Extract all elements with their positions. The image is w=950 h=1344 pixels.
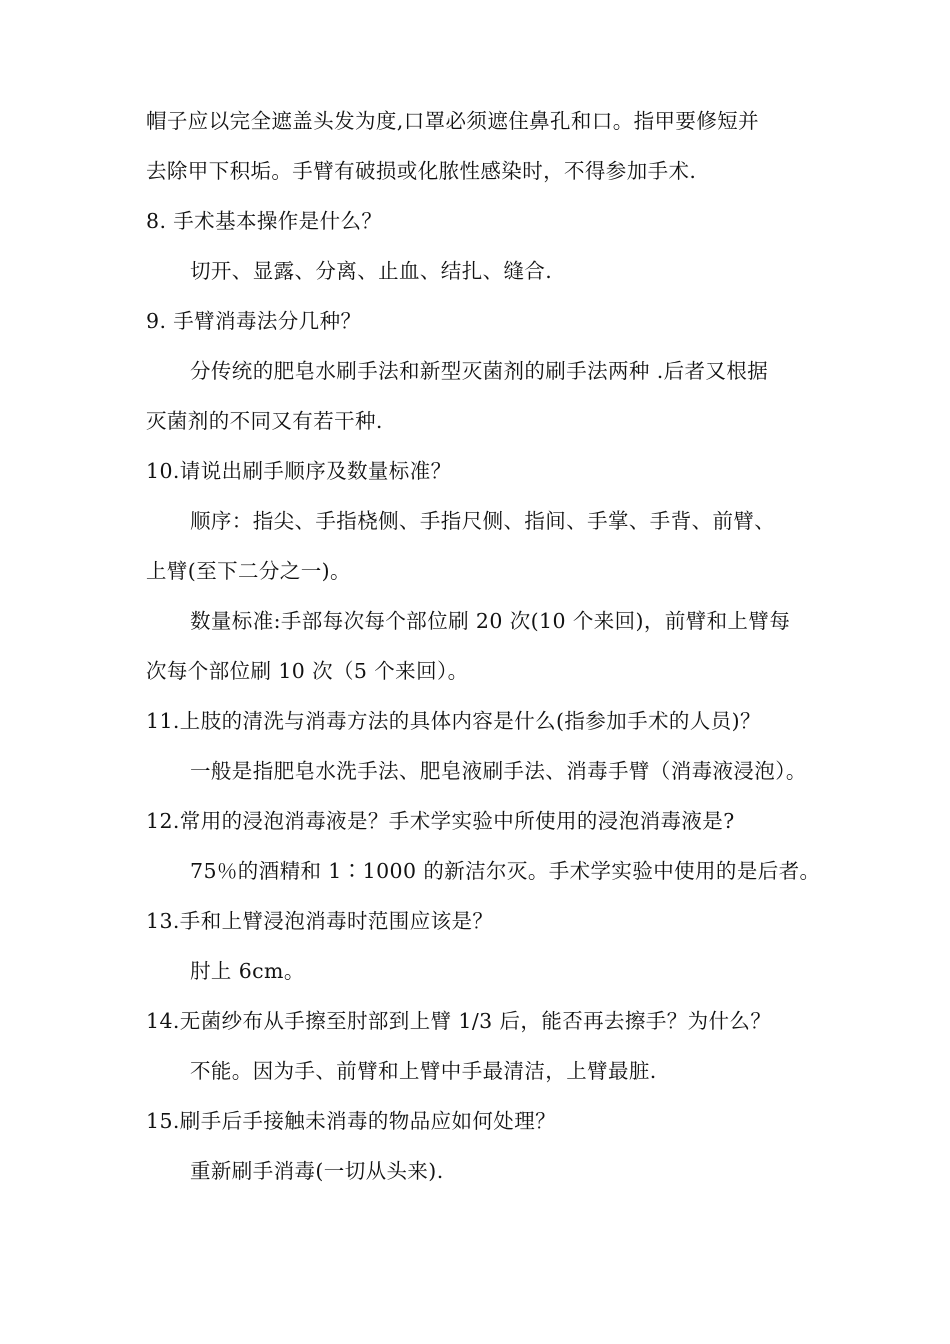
question-heading: 9. 手臂消毒法分几种？ [146, 309, 362, 333]
answer-text: 重新刷手消毒(一切从头来). [190, 1159, 444, 1183]
answer-text: 一般是指肥皂水洗手法、肥皂液刷手法、消毒手臂（消毒液浸泡）。 [190, 759, 807, 783]
answer-text: 数量标准:手部每次每个部位刷 20 次(10 个来回)，前臂和上臂每 [190, 609, 791, 633]
body-text-line: 帽子应以完全遮盖头发为度,口罩必须遮住鼻孔和口。指甲要修短并 [146, 109, 760, 133]
answer-text: 上臂(至下二分之一)。 [146, 559, 351, 583]
question-heading: 11.上肢的清洗与消毒方法的具体内容是什么(指参加手术的人员)？ [146, 709, 761, 733]
answer-text: 次每个部位刷 10 次（5 个来回）。 [146, 659, 469, 683]
answer-text: 不能。因为手、前臂和上臂中手最清洁，上臂最脏. [190, 1059, 657, 1083]
answer-text: 分传统的肥皂水刷手法和新型灭菌剂的刷手法两种 .后者又根据 [190, 359, 769, 383]
question-heading: 13.手和上臂浸泡消毒时范围应该是？ [146, 909, 494, 933]
question-heading: 12.常用的浸泡消毒液是？手术学实验中所使用的浸泡消毒液是? [146, 809, 735, 833]
question-heading: 10.请说出刷手顺序及数量标准？ [146, 459, 452, 483]
question-heading: 14.无菌纱布从手擦至肘部到上臂 1/3 后，能否再去擦手？为什么？ [146, 1009, 772, 1033]
answer-text: 切开、显露、分离、止血、结扎、缝合. [190, 259, 553, 283]
answer-text: 灭菌剂的不同又有若干种. [146, 409, 383, 433]
answer-text: 顺序：指尖、手指桡侧、手指尺侧、指间、手掌、手背、前臂、 [190, 509, 776, 533]
answer-text: 肘上 6cm。 [190, 959, 305, 983]
question-heading: 15.刷手后手接触未消毒的物品应如何处理？ [146, 1109, 557, 1133]
body-text-line: 去除甲下积垢。手臂有破损或化脓性感染时，不得参加手术. [146, 159, 697, 183]
question-heading: 8. 手术基本操作是什么？ [146, 209, 383, 233]
answer-text: 75％的酒精和 1∶1000 的新洁尔灭。手术学实验中使用的是后者。 [190, 859, 821, 883]
